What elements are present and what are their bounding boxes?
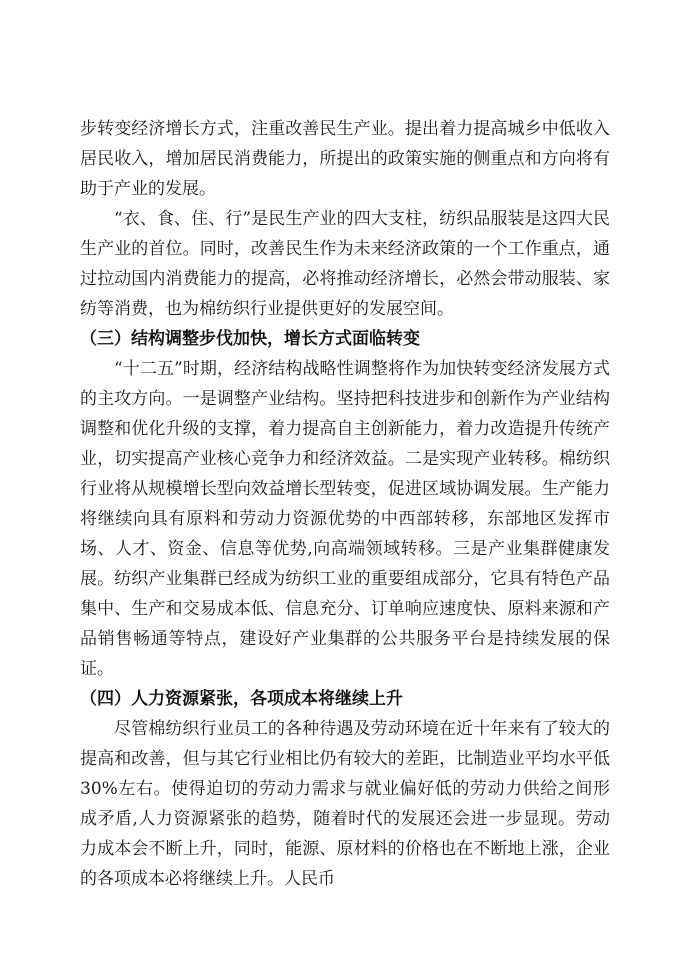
document-body (80, 114, 610, 894)
section-heading-3: （三）结构调整步伐加快，增长方式面临转变 (80, 329, 420, 349)
section-heading-4: （四）人力资源紧张，各项成本将继续上升 (80, 689, 403, 709)
paragraph-human-resources: 尽管棉纺织行业员工的各种待遇及劳动环境在近十年来有了较大的提高和改善，但与其它行业相比仍有较大的差距，比制造业平均水平低 30%左右。使得迫切的劳动力需求与就业偏好低的劳动力供给之间形成矛盾,人力资源紧张的趋势，随着时代的发展还会进一步显现。劳动力成本会不断上升，同时，能源、原材料的价格也在不断地上涨，企业的各项成本必将继续上升。人民币 (80, 719, 610, 889)
paragraph-continuation: 步转变经济增长方式，注重改善民生产业。提出着力提高城乡中低收入居民收入，增加居民消费能力，所提出的政策实施的侧重点和方向将有助于产业的发展。 (80, 119, 610, 199)
paragraph-structure-adjustment: “十二五”时期，经济结构战略性调整将作为加快转变经济发展方式的主攻方向。一是调整产业结构。坚持把科技进步和创新作为产业结构调整和优化升级的支撑，着力提高自主创新能力，着力改造提升传统产业，切实提高产业核心竞争力和经济效益。二是实现产业转移。棉纺织行业将从规模增长型向效益增长型转变，促进区域协调发展。生产能力将继续向具有原料和劳动力资源优势的中西部转移，东部地区发挥市场、人才、资金、信息等优势,向高端领域转移。三是产业集群健康发展。纺织产业集群已经成为纺织工业的重要组成部分，它具有特色产品集中、生产和交易成本低、信息充分、订单响应速度快、原料来源和产品销售畅通等特点，建设好产业集群的公共服务平台是持续发展的保证。 (80, 359, 610, 679)
paragraph-livelihood: “衣、食、住、行”是民生产业的四大支柱，纺织品服装是这四大民生产业的首位。同时，改善民生作为未来经济政策的一个工作重点，通过拉动国内消费能力的提高，必将推动经济增长，必然会带动服装、家纺等消费，也为棉纺织行业提供更好的发展空间。 (80, 209, 610, 319)
